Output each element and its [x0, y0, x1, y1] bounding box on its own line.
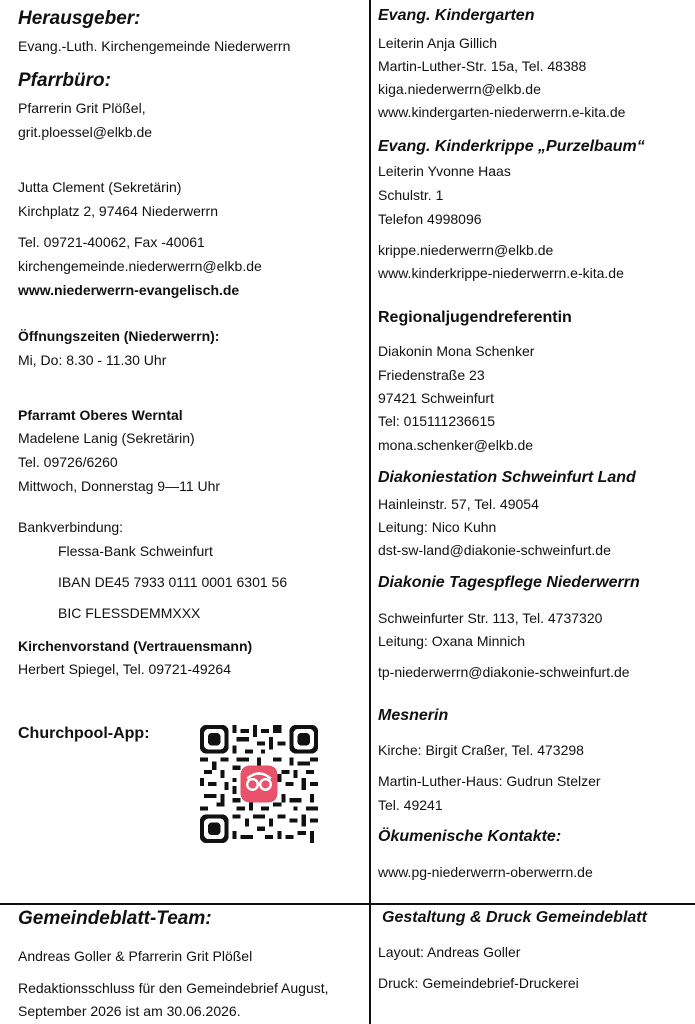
druck-credit: Druck: Gemeindebrief-Druckerei — [378, 975, 579, 991]
regio-email[interactable]: mona.schenker@elkb.de — [378, 437, 534, 453]
oeffnungszeiten-heading: Öffnungszeiten (Niederwerrn): — [18, 328, 220, 344]
mesner-heading: Mesnerin — [378, 707, 449, 724]
tages-email[interactable]: tp-niederwerrn@diakonie-schweinfurt.de — [378, 664, 630, 680]
kiga-web[interactable]: www.kindergarten-niederwerrn.e-kita.de — [378, 104, 626, 120]
pfarramt-heading: Pfarramt Oberes Werntal — [18, 407, 183, 423]
pfarramt-zeiten: Mittwoch, Donnerstag 9—11 Uhr — [18, 478, 221, 494]
mesner-kirche: Kirche: Birgit Craßer, Tel. 473298 — [378, 742, 584, 758]
krippe-email[interactable]: krippe.niederwerrn@elkb.de — [378, 242, 554, 258]
krippe-str: Schulstr. 1 — [378, 187, 444, 203]
bic: BIC FLESSDEMMXXX — [58, 605, 201, 621]
diak-heading: Diakoniestation Schweinfurt Land — [378, 469, 636, 486]
kiga-email[interactable]: kiga.niederwerrn@elkb.de — [378, 81, 541, 97]
kiga-leitung: Leiterin Anja Gillich — [378, 35, 498, 51]
pfarrerin-name: Pfarrerin Grit Plößel, — [18, 100, 146, 116]
redaktion-line-2: September 2026 ist am 30.06.2026. — [18, 1003, 241, 1019]
pfarrerin-email[interactable]: grit.ploessel@elkb.de — [18, 124, 153, 140]
telefon: Tel. 09721-40062, Fax -40061 — [18, 234, 205, 250]
druck-heading: Gestaltung & Druck Gemeindeblatt — [382, 909, 647, 926]
redaktion-line-1: Redaktionsschluss für den Gemeindebrief August, — [18, 980, 329, 996]
diak-adresse: Hainleinstr. 57, Tel. 49054 — [378, 496, 539, 512]
adresse: Kirchplatz 2, 97464 Niederwerrn — [18, 203, 218, 219]
email-link[interactable]: kirchengemeinde.niederwerrn@elkb.de — [18, 258, 262, 274]
sekretaerin: Jutta Clement (Sekretärin) — [18, 179, 182, 195]
regio-name: Diakonin Mona Schenker — [378, 343, 535, 359]
diak-email[interactable]: dst-sw-land@diakonie-schweinfurt.de — [378, 542, 611, 558]
mesner-tel: Tel. 49241 — [378, 797, 443, 813]
bank-name: Flessa-Bank Schweinfurt — [58, 543, 213, 559]
pfarramt-sekretaerin: Madelene Lanig (Sekretärin) — [18, 430, 195, 446]
team-names: Andreas Goller & Pfarrerin Grit Plößel — [18, 948, 253, 964]
krippe-web[interactable]: www.kinderkrippe-niederwerrn.e-kita.de — [378, 265, 624, 281]
krippe-leitung: Leiterin Yvonne Haas — [378, 163, 511, 179]
website-link[interactable]: www.niederwerrn-evangelisch.de — [18, 282, 240, 298]
regio-heading: Regionaljugendreferentin — [378, 309, 572, 326]
tages-adresse: Schweinfurter Str. 113, Tel. 4737320 — [378, 610, 603, 626]
tages-heading: Diakonie Tagespflege Niederwerrn — [378, 574, 640, 591]
regio-tel: Tel: 015111236615 — [378, 413, 496, 429]
pfarramt-tel: Tel. 09726/6260 — [18, 454, 118, 470]
oeku-web[interactable]: www.pg-niederwerrn-oberwerrn.de — [378, 864, 593, 880]
pfarrbuero-heading: Pfarrbüro: — [18, 70, 111, 91]
kiga-heading: Evang. Kindergarten — [378, 7, 535, 24]
qr-code-icon[interactable] — [200, 725, 318, 843]
layout-credit: Layout: Andreas Goller — [378, 944, 521, 960]
kiga-adresse: Martin-Luther-Str. 15a, Tel. 48388 — [378, 58, 587, 74]
team-heading: Gemeindeblatt-Team: — [18, 908, 212, 929]
column-divider — [369, 0, 371, 1024]
herausgeber-text: Evang.-Luth. Kirchengemeinde Niederwerrn — [18, 38, 291, 54]
krippe-tel: Telefon 4998096 — [378, 211, 482, 227]
iban: IBAN DE45 7933 0111 0001 6301 56 — [58, 574, 288, 590]
regio-str: Friedenstraße 23 — [378, 367, 485, 383]
bank-heading: Bankverbindung: — [18, 519, 124, 535]
krippe-heading: Evang. Kinderkrippe „Purzelbaum“ — [378, 138, 645, 155]
herausgeber-heading: Herausgeber: — [18, 8, 141, 29]
diak-leitung: Leitung: Nico Kuhn — [378, 519, 497, 535]
mesner-mlh: Martin-Luther-Haus: Gudrun Stelzer — [378, 773, 601, 789]
footer-divider — [0, 903, 695, 905]
oeku-heading: Ökumenische Kontakte: — [378, 828, 562, 845]
kv-heading: Kirchenvorstand (Vertrauensmann) — [18, 638, 253, 654]
kv-text: Herbert Spiegel, Tel. 09721-49264 — [18, 661, 232, 677]
oeffnungszeiten-text: Mi, Do: 8.30 - 11.30 Uhr — [18, 352, 167, 368]
app-label: Churchpool-App: — [18, 725, 150, 742]
regio-ort: 97421 Schweinfurt — [378, 390, 494, 406]
tages-leitung: Leitung: Oxana Minnich — [378, 633, 526, 649]
